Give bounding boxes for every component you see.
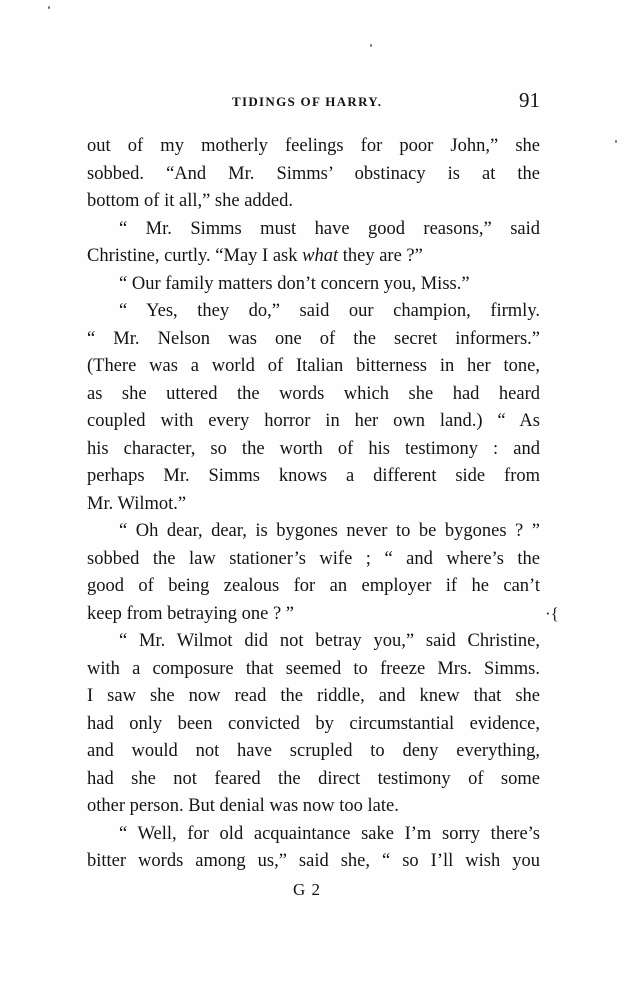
text-line: had only been convicted by circumstantial evidence, bbox=[87, 713, 540, 734]
text-line: sobbed the law stationer’s wife ; “ and where’s the bbox=[87, 548, 540, 569]
running-head bbox=[87, 88, 540, 116]
text-line: had she not feared the direct testimony of some bbox=[87, 768, 540, 789]
paper-speck bbox=[370, 44, 372, 47]
text-line: keep from betraying one ? ” bbox=[87, 603, 295, 624]
text-line: coupled with every horror in her own land.) “ As bbox=[87, 411, 540, 431]
text-line: perhaps Mr. Simms knows a different side from bbox=[87, 466, 540, 486]
paper-speck bbox=[48, 6, 50, 9]
text-line: and would not have scrupled to deny everything, bbox=[87, 741, 540, 761]
text-line: Christine, curtly. “May I ask what they are ?” bbox=[87, 246, 423, 266]
signature-mark: G 2 bbox=[293, 880, 322, 899]
margin-mark: ·{ bbox=[545, 604, 559, 623]
text-line: “ Well, for old acquaintance sake I’m sorry there’s bbox=[119, 823, 540, 844]
text-line: “ Yes, they do,” said our champion, firmly. bbox=[119, 301, 540, 321]
text-line: Mr. Wilmot.” bbox=[87, 493, 187, 514]
text-line: “ Mr. Simms must have good reasons,” said bbox=[119, 218, 540, 239]
text-line: “ Mr. Wilmot did not betray you,” said Christine, bbox=[119, 631, 540, 651]
text-line: good of being zealous for an employer if he can’t bbox=[87, 576, 540, 596]
text-line: bitter words among us,” said she, “ so I’ll wish you bbox=[87, 851, 540, 871]
paper-speck bbox=[615, 140, 617, 143]
text-line: bottom of it all,” she added. bbox=[87, 191, 294, 211]
running-title: TIDINGS OF HARRY. bbox=[232, 94, 383, 109]
text-line: his character, so the worth of his testimony : and bbox=[87, 438, 540, 459]
text-line: out of my motherly feelings for poor John,” she bbox=[87, 136, 540, 156]
text-line: (There was a world of Italian bitterness in her tone, bbox=[87, 356, 540, 376]
page-number: 91 bbox=[519, 88, 540, 112]
text-line: with a composure that seemed to freeze Mrs. Simms. bbox=[87, 658, 540, 679]
emphasis: what bbox=[302, 246, 339, 266]
text-line: other person. But denial was now too late. bbox=[87, 796, 399, 816]
text-line: “ Oh dear, dear, is bygones never to be bygones ? ” bbox=[119, 521, 540, 541]
text-line: I saw she now read the riddle, and knew that she bbox=[87, 686, 540, 706]
text-line: “ Our family matters don’t concern you, Miss.” bbox=[119, 273, 470, 294]
text-line: as she uttered the words which she had heard bbox=[87, 383, 540, 404]
text-line: sobbed. “And Mr. Simms’ obstinacy is at the bbox=[87, 163, 540, 184]
text-line: “ Mr. Nelson was one of the secret informers.” bbox=[87, 328, 540, 349]
body-text bbox=[87, 133, 540, 876]
